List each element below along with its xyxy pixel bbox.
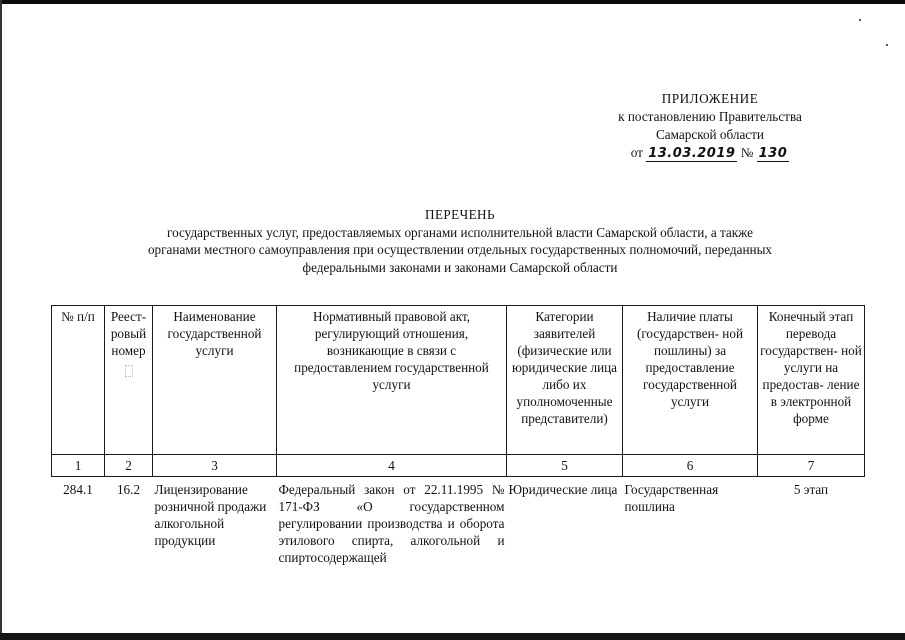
table-header-row [52, 306, 865, 455]
services-table [51, 305, 865, 566]
number-prefix: № [740, 145, 754, 160]
handwritten-number: 130 [758, 146, 788, 161]
scan-edge-top [0, 0, 905, 4]
column-header-text: Реест- ровый номер [110, 309, 147, 358]
appendix-block [560, 90, 860, 163]
applicant-category: Юридические лица [508, 482, 618, 497]
table-row [52, 477, 865, 567]
column-number: 1 [52, 455, 105, 477]
column-header: Категории заявителей (физические или юридические лица либо их уполномоченные представители) [507, 306, 623, 455]
column-number: 7 [758, 455, 865, 477]
scan-speck [859, 19, 861, 21]
service-name: Лицензирование розничной продажи алкогольной продукции [154, 482, 267, 548]
legal-act: Федеральный закон от 22.11.1995 № 171-ФЗ «О государственном регулировании производства и оборота этилового спирта, алкогольной и спиртосодержащей [278, 482, 505, 565]
column-number: 2 [105, 455, 153, 477]
list-title: ПЕРЕЧЕНЬ [425, 207, 495, 222]
registry-number: 16.2 [116, 482, 141, 497]
column-number: 3 [153, 455, 277, 477]
appendix-line: к постановлению Правительства [618, 109, 802, 124]
appendix-heading: ПРИЛОЖЕНИЕ [661, 91, 759, 106]
column-number-row [52, 455, 865, 477]
date-prefix: от [630, 145, 643, 160]
list-subtitle-line: государственных услуг, предоставляемых органами исполнительной власти Самарской области, а также [167, 224, 753, 240]
list-subtitle-line: органами местного самоуправления при осуществлении отдельных государственных полномочий, переданных [147, 242, 773, 257]
column-number: 4 [277, 455, 507, 477]
scan-edge-bottom [0, 633, 905, 640]
faint-stamp-icon [125, 365, 133, 377]
appendix-date-line [560, 144, 860, 163]
scan-edge-left [0, 0, 2, 640]
column-header: № п/п [52, 306, 105, 455]
appendix-line: Самарской области [656, 127, 764, 142]
column-number: 5 [507, 455, 623, 477]
list-subtitle-line: федеральными законами и законами Самарской области [302, 259, 618, 275]
scan-speck [886, 44, 888, 46]
row-number: 284.1 [63, 482, 93, 497]
column-header: Конечный этап перевода государствен- ной услуги на предостав- ление в электронной форме [758, 306, 865, 455]
handwritten-date: 13.03.2019 [648, 146, 736, 161]
column-number: 6 [623, 455, 758, 477]
list-title-block [40, 206, 880, 276]
column-header: Нормативный правовой акт, регулирующий отношения, возникающие в связи с предоставлением государственной услуги [277, 306, 507, 455]
fee-info: Государственная пошлина [624, 482, 719, 514]
column-header: Наличие платы (государствен- ной пошлины) за предоставление государственной услуги [623, 306, 758, 455]
column-header: Наименование государственной услуги [153, 306, 277, 455]
final-stage: 5 этап [793, 482, 829, 497]
column-header [105, 306, 153, 455]
